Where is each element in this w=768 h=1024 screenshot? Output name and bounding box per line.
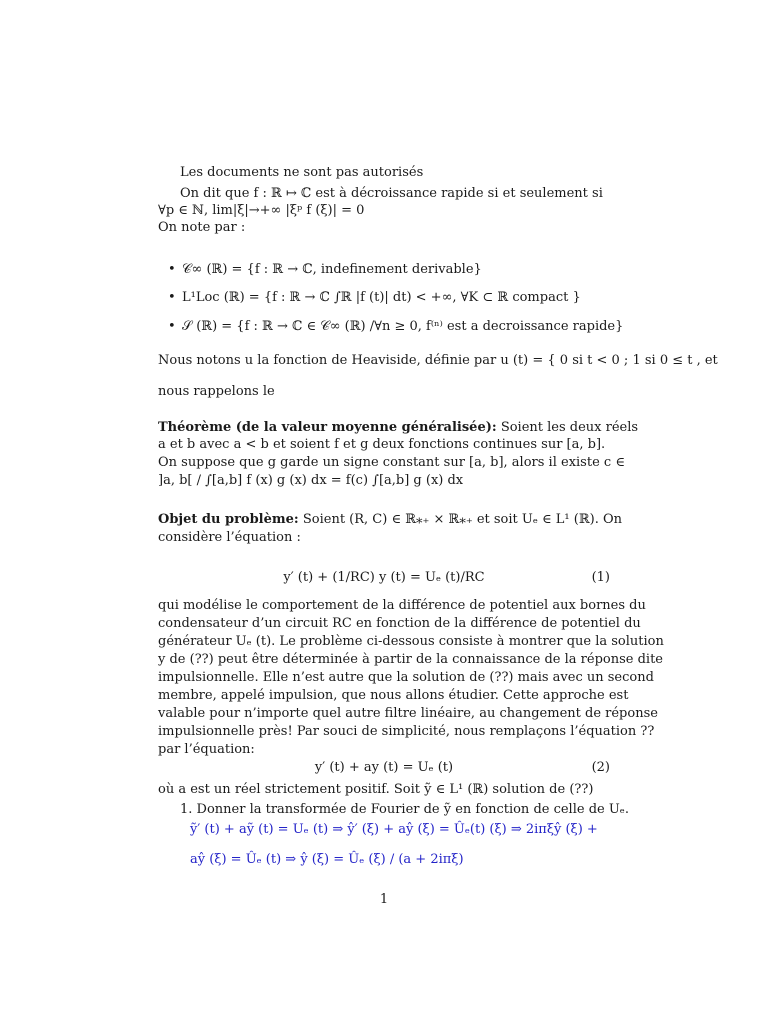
problem-line: considère l’équation : [158, 530, 301, 545]
problem-heading: Objet du problème: [158, 512, 299, 527]
paragraph-line: condensateur d’un circuit RC en fonction de la différence de potentiel du [158, 616, 641, 631]
paragraph-line: générateur Uₑ (t). Le problème ci-dessous consiste à montrer que la solution [158, 634, 664, 649]
paragraph-line: membre, appelé impulsion, que nous allons étudier. Cette approche est [158, 688, 629, 703]
theorem-heading: Théorème (de la valeur moyenne généralisée): [158, 420, 497, 435]
definition-line: On dit que f : ℝ ↦ ℂ est à décroissance rapide si et seulement si [180, 186, 603, 201]
heaviside-line: Nous notons u la fonction de Heaviside, définie par u (t) = { 0 si t < 0 ; 1 si 0 ≤ t , et [158, 353, 718, 368]
list-item: • 𝒞∞ (ℝ) = {f : ℝ → ℂ, indefinement derivable} [168, 262, 482, 277]
answer-line: aŷ (ξ) = Ûₑ (t) ⇒ ŷ (ξ) = Ûₑ (ξ) / (a + 2iπξ) [190, 852, 464, 867]
paragraph-line: qui modélise le comportement de la différence de potentiel aux bornes du [158, 598, 646, 613]
theorem-line: a et b avec a < b et soient f et g deux fonctions continues sur [a, b]. [158, 437, 606, 452]
list-item: • L¹Loc (ℝ) = {f : ℝ → ℂ ∫ℝ |f (t)| dt) < +∞, ∀K ⊂ ℝ compact } [168, 290, 581, 305]
theorem-line: Théorème (de la valeur moyenne généralisée): Soient les deux réels [158, 420, 639, 435]
paragraph-line: par l’équation: [158, 742, 255, 757]
bullet-icon: • [168, 319, 176, 334]
answer-line: ỹ′ (t) + aỹ (t) = Uₑ (t) ⇒ ŷ′ (ξ) + aŷ (ξ) = Ûₑ(t) (ξ) ⇒ 2iπξŷ (ξ) + [190, 822, 598, 837]
equation-2: y′ (t) + ay (t) = Uₑ (t) (2) [314, 760, 610, 775]
page-number: 1 [379, 892, 389, 907]
equation-1: y′ (t) + (1/RC) y (t) = Uₑ (t)/RC (1) [283, 570, 610, 585]
bullet-icon: • [168, 290, 176, 305]
problem-line: Objet du problème: Soient (R, C) ∈ ℝ⁎₊ × ℝ⁎₊ et soit Uₑ ∈ L¹ (ℝ). On [158, 512, 622, 527]
paragraph-line: y de (??) peut être déterminée à partir de la connaissance de la réponse dite [158, 652, 663, 667]
bullet-icon: • [168, 262, 176, 277]
heaviside-line: nous rappelons le [158, 384, 275, 399]
rule-line: Les documents ne sont pas autorisés [180, 165, 424, 180]
equation-number: (1) [591, 570, 610, 585]
definition-line: ∀p ∈ ℕ, lim|ξ|→+∞ |ξᵖ f (ξ)| = 0 [158, 203, 365, 218]
theorem-line: ]a, b[ / ∫[a,b] f (x) g (x) dx = f(c) ∫[a,b] g (x) dx [158, 473, 464, 488]
list-item: • 𝒮 (ℝ) = {f : ℝ → ℂ ∈ 𝒞∞ (ℝ) /∀n ≥ 0, f⁽ⁿ⁾ est a decroissance rapide} [168, 319, 624, 334]
paragraph-line: où a est un réel strictement positif. Soit ỹ ∈ L¹ (ℝ) solution de (??) [158, 782, 594, 797]
note-line: On note par : [158, 220, 246, 235]
paragraph-line: valable pour n’importe quel autre filtre linéaire, au changement de réponse [158, 706, 658, 721]
question-item: 1. Donner la transformée de Fourier de ỹ en fonction de celle de Uₑ. [180, 802, 629, 817]
theorem-line: On suppose que g garde un signe constant sur [a, b], alors il existe c ∈ [158, 455, 625, 470]
paragraph-line: impulsionnelle. Elle n’est autre que la solution de (??) mais avec un second [158, 670, 654, 685]
equation-number: (2) [591, 760, 610, 775]
paragraph-line: impulsionnelle près! Par souci de simplicité, nous remplaçons l’équation ?? [158, 724, 655, 739]
